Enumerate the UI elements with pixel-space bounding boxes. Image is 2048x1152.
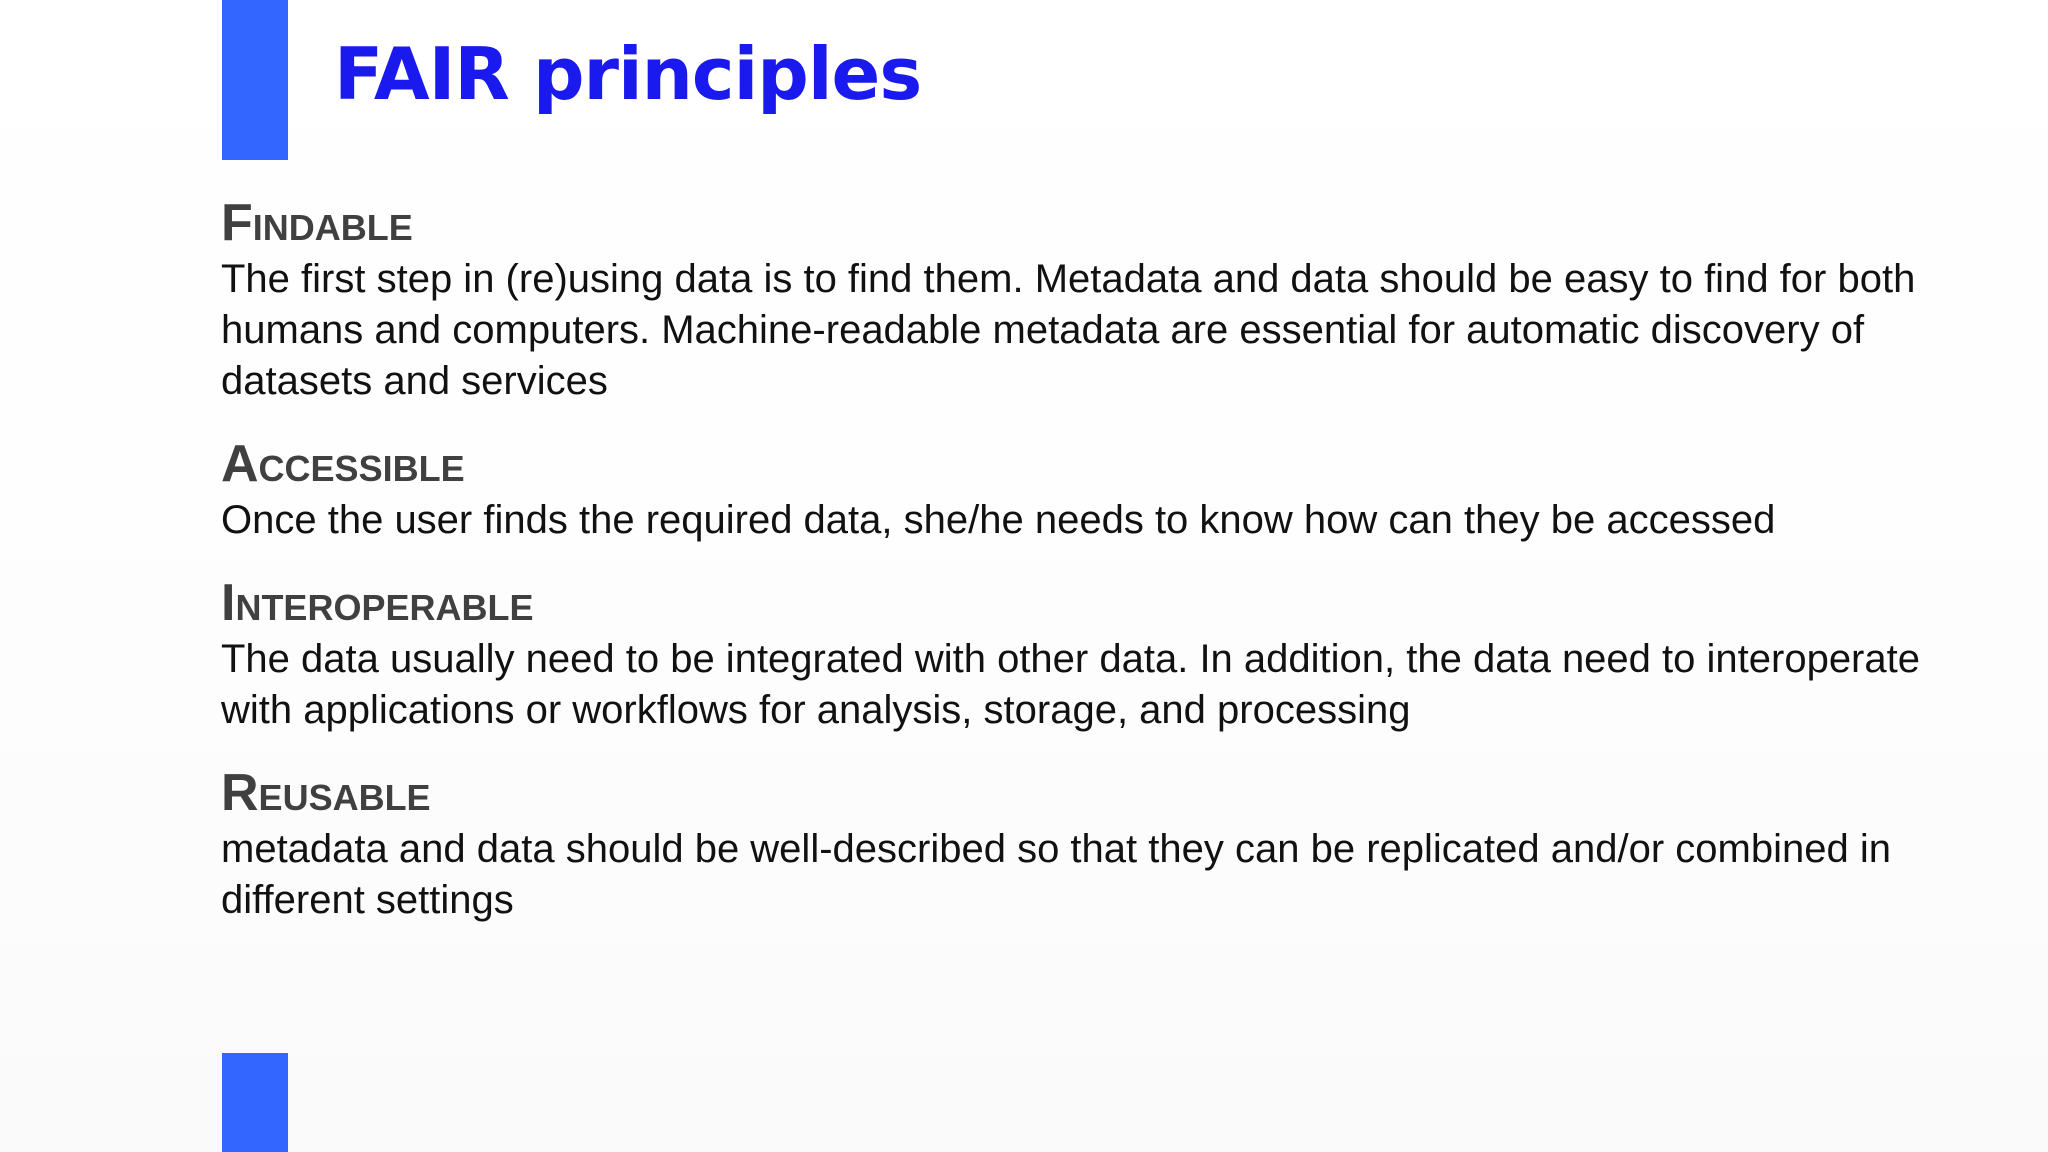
section-text-findable: The first step in (re)using data is to find them. Metadata and data should be easy to find for both humans and computers. Machine-readable metadata are essential for automatic discovery of datasets and services: [221, 257, 1916, 403]
slide-content: [221, 192, 1981, 926]
section-heading-reusable: Reusable: [221, 764, 431, 822]
accent-bar-bottom: [222, 1053, 288, 1152]
section-text-interoperable: The data usually need to be integrated with other data. In addition, the data need to interoperate with applications or workflows for analysis, storage, and processing: [221, 637, 1920, 732]
section-findable: [221, 192, 1981, 407]
slide-title: FAIR principles: [334, 32, 922, 116]
accent-bar-top: [222, 0, 288, 160]
section-interoperable: [221, 572, 1981, 736]
section-text-reusable: metadata and data should be well-described so that they can be replicated and/or combined in different settings: [221, 827, 1891, 922]
section-reusable: [221, 762, 1981, 926]
section-heading-findable: Findable: [221, 194, 413, 252]
section-text-accessible: Once the user finds the required data, she/he needs to know how can they be accessed: [221, 498, 1776, 542]
section-heading-accessible: Accessible: [221, 435, 465, 493]
section-heading-interoperable: Interoperable: [221, 574, 534, 632]
section-accessible: [221, 433, 1981, 546]
